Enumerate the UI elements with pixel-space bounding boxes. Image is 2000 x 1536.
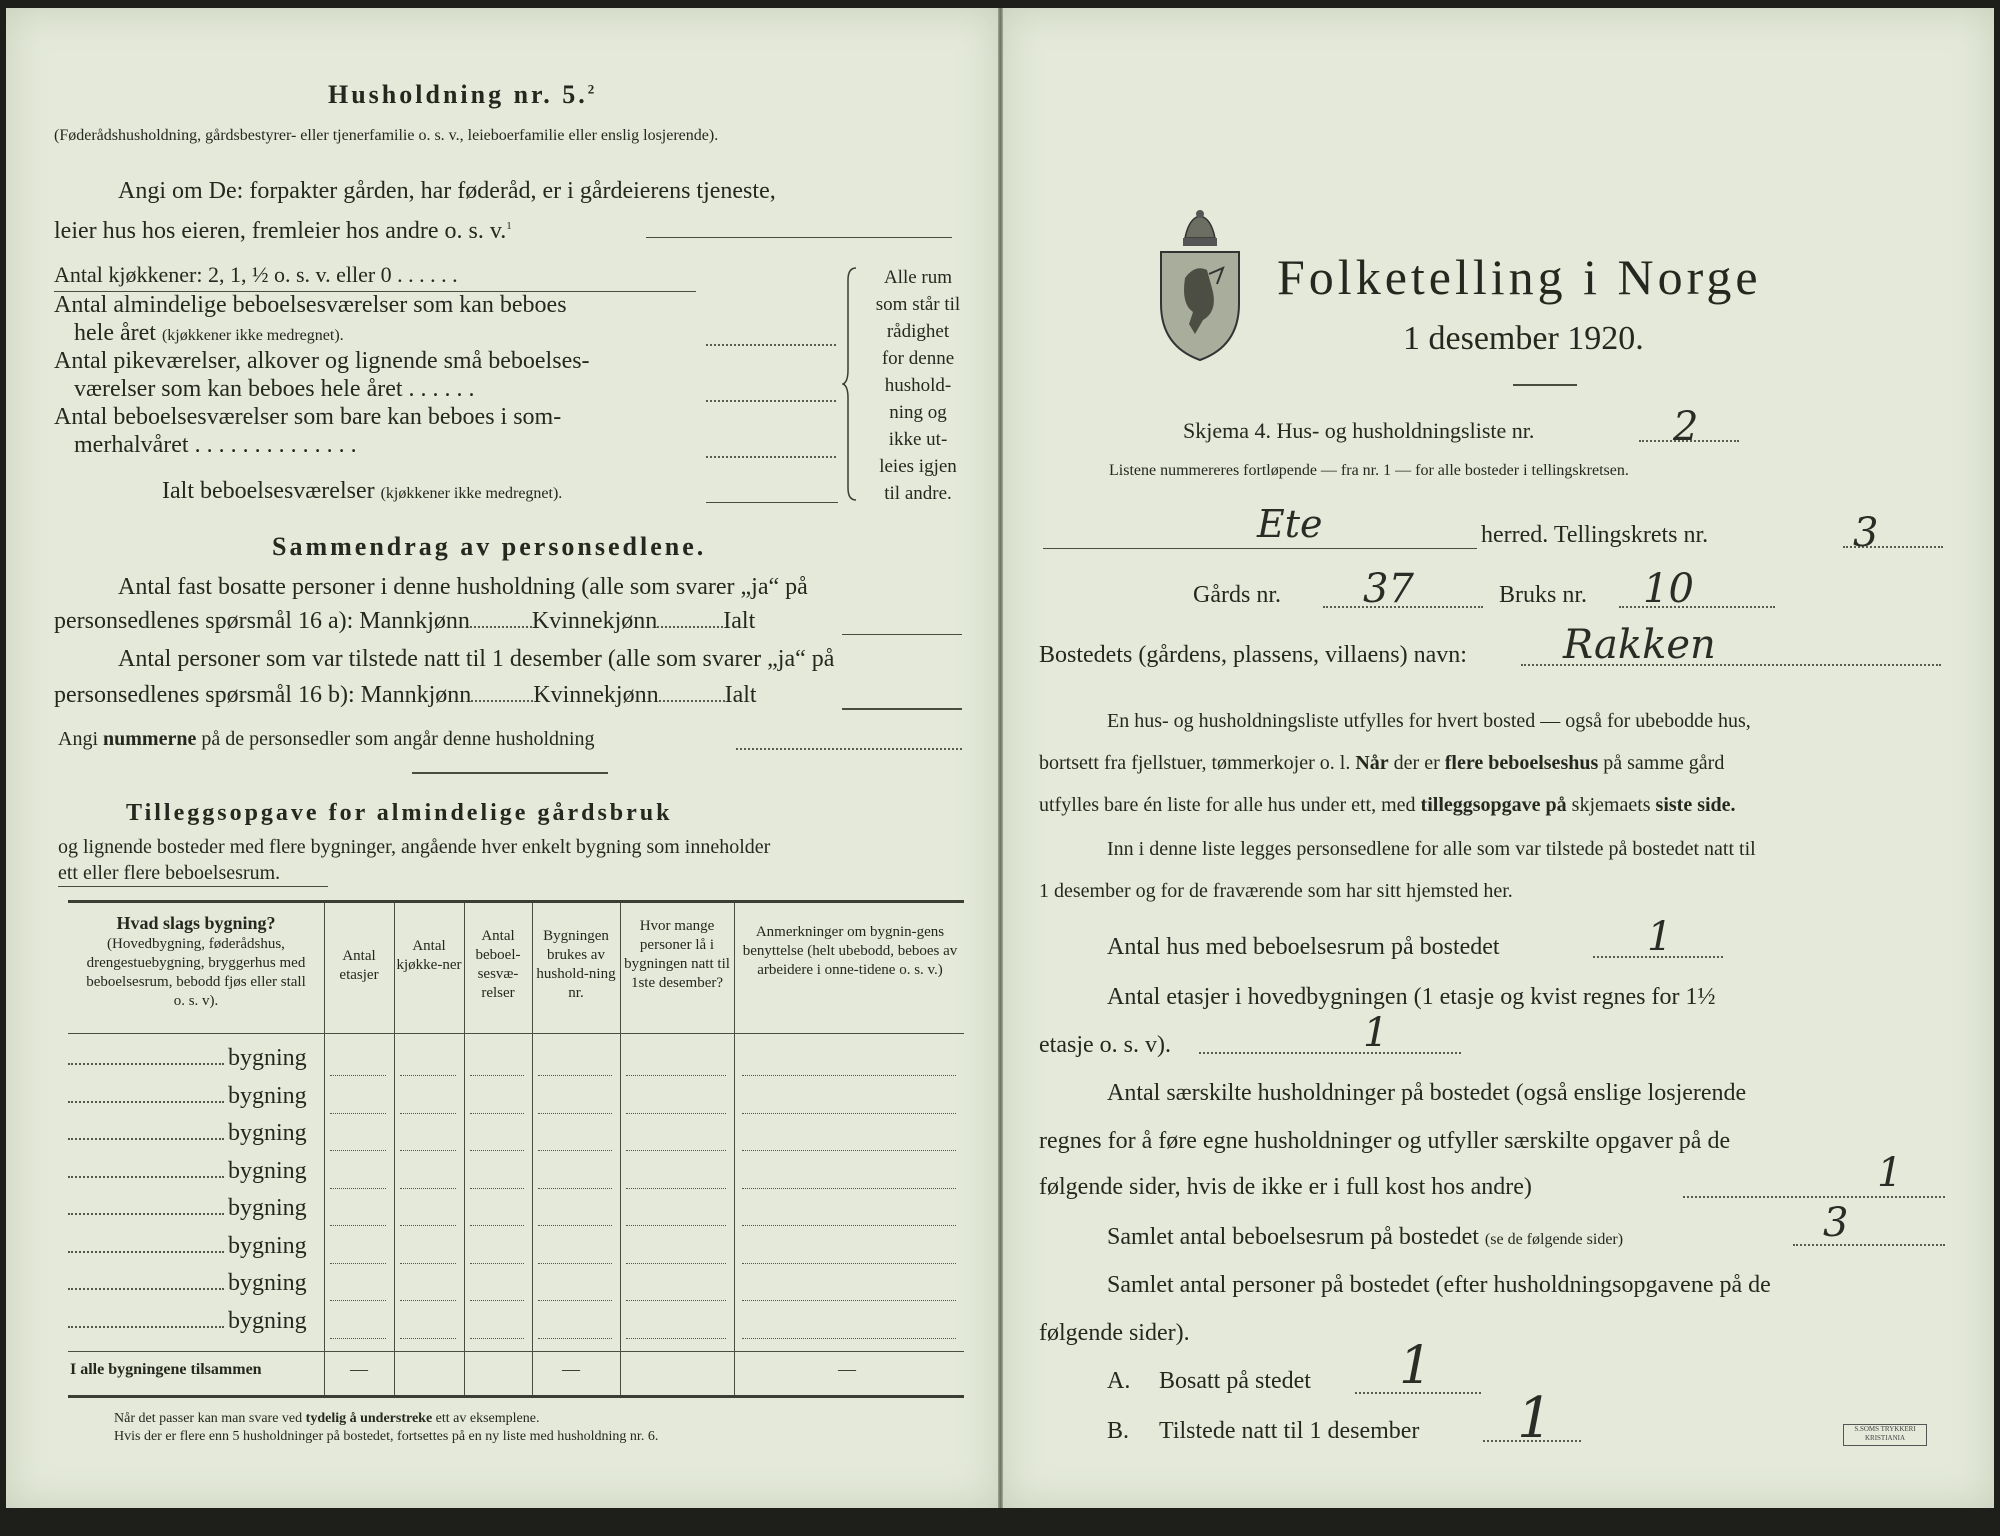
row-label: bygning <box>228 1270 307 1296</box>
gards-label: Gårds nr. <box>1193 582 1281 608</box>
household-title: Husholdning nr. 5.$^2$ <box>328 80 598 109</box>
table-cell-line <box>742 1150 956 1151</box>
table-cell-line <box>330 1338 386 1339</box>
table-cell-line <box>470 1188 524 1189</box>
alm-line2: hele året (kjøkkener ikke medregnet). <box>74 320 344 346</box>
table-cell-line <box>538 1225 612 1226</box>
total-dash-etasjer: — <box>350 1359 368 1379</box>
table-cell-line <box>742 1075 956 1076</box>
table-cell-line <box>538 1188 612 1189</box>
header-anmerkninger: Anmerkninger om bygnin-gens benyttelse (helt ubebodd, beboes av arbeidere i onne-tidene o. s. v.) <box>742 924 958 978</box>
sammendrag-title: Sammendrag av personsedlene. <box>272 532 707 561</box>
table-cell-line <box>626 1300 726 1301</box>
right-page <box>1003 8 1994 1508</box>
table-cell-line <box>626 1338 726 1339</box>
p1-line3: utfylles bare én liste for alle hus under ett, med tilleggsopgave på skjemaets siste side. <box>1039 794 1736 816</box>
bruks-label: Bruks nr. <box>1499 582 1588 608</box>
table-cell-line <box>742 1113 956 1114</box>
table-cell-line <box>626 1188 726 1189</box>
left-page <box>6 8 998 1508</box>
sarskilte-line3: følgende sider, hvis de ikke er i full kost hos andre) <box>1039 1174 1532 1200</box>
bostedets-label: Bostedets (gårdens, plassens, villaens) navn: <box>1039 642 1467 668</box>
etasjer-line1: Antal etasjer i hovedbygningen (1 etasje og kvist regnes for 1½ <box>1107 984 1716 1010</box>
fast-line1: Antal fast bosatte personer i denne husholdning (alle som svarer „ja“ på <box>118 574 808 600</box>
side-note: Alle rum som står til rådighet for denne hushold- ning og ikke ut- leies igjen til andre. <box>875 267 961 504</box>
table-cell-line <box>330 1075 386 1076</box>
pike-line2: værelser som kan beboes hele året . . . . . . <box>74 376 475 402</box>
table-cell-line <box>400 1300 456 1301</box>
handwritten-sarskilte: 1 <box>1877 1150 1903 1196</box>
header-beboelse: Antal beboel-sesvæ-relser <box>475 928 521 1001</box>
section-divider <box>412 772 608 774</box>
census-title: Folketelling i Norge <box>1277 249 1762 305</box>
angi-line1: Angi om De: forpakter gården, har føderåd, er i gårdeierens tjeneste, <box>118 178 776 204</box>
p1-line2: bortsett fra fjellstuer, tømmerkojer o. l. Når der er flere beboelseshus på samme gård <box>1039 752 1725 774</box>
brace-icon <box>842 266 862 502</box>
table-cell-line <box>400 1188 456 1189</box>
handwritten-samlet-rum: 3 <box>1823 1200 1849 1246</box>
row-label: bygning <box>228 1307 307 1334</box>
table-cell-line <box>330 1300 386 1301</box>
kjokkener-label: Antal kjøkkener: 2, 1, ½ o. s. v. eller 0 . . . . . . <box>54 262 458 287</box>
table-cell-line <box>742 1263 956 1264</box>
hus-label: Antal hus med beboelsesrum på bostedet <box>1107 934 1500 960</box>
sarskilte-answer-line <box>1683 1196 1945 1198</box>
sommer-line1: Antal beboelsesværelser som bare kan beboes i som- <box>54 404 562 430</box>
table-cell-line <box>400 1225 456 1226</box>
herred-line <box>1043 548 1477 549</box>
table-row <box>68 1158 320 1185</box>
table-cell-line <box>742 1338 956 1339</box>
table-cell-line <box>538 1300 612 1301</box>
handwritten-bruks: 10 <box>1643 566 1694 612</box>
pike-answer-line <box>706 400 836 402</box>
total-dash-husholdning: — <box>562 1359 580 1379</box>
sommer-answer-line <box>706 456 836 458</box>
table-row <box>68 1233 320 1260</box>
samlet-rum-label: Samlet antal beboelsesrum på bostedet (se de følgende sider) <box>1107 1224 1624 1250</box>
handwritten-hus: 1 <box>1647 914 1673 960</box>
table-cell-line <box>538 1075 612 1076</box>
building-table <box>68 900 964 1398</box>
handwritten-bosatt: 1 <box>1399 1336 1433 1396</box>
table-cell-line <box>470 1300 524 1301</box>
listene-note: Listene nummereres fortløpende — fra nr. 1 — for alle bosteder i tellingskretsen. <box>1109 462 1629 479</box>
table-cell-line <box>470 1225 524 1226</box>
p2-line1: Inn i denne liste legges personsedlene for alle som var tilstede på bostedet natt til <box>1107 838 1756 860</box>
angi-line2: leier hus hos eieren, fremleier hos andre o. s. v.$^1$ <box>54 218 512 244</box>
sommer-line2: merhalvåret . . . . . . . . . . . . . . <box>74 432 357 458</box>
table-cell-line <box>400 1263 456 1264</box>
table-cell-line <box>400 1113 456 1114</box>
p2-line2: 1 desember og for de fraværende som har sitt hjemsted her. <box>1039 880 1513 902</box>
table-cell-line <box>330 1225 386 1226</box>
table-cell-line <box>742 1300 956 1301</box>
fast-ialt-line <box>842 634 962 635</box>
coat-of-arms-icon <box>1155 208 1245 366</box>
alm-answer-line <box>706 344 836 346</box>
handwritten-etasjer: 1 <box>1363 1010 1389 1056</box>
nummer-line: Angi nummerne på de personsedler som angår denne husholdning <box>58 728 595 750</box>
table-cell-line <box>470 1338 524 1339</box>
row-label: bygning <box>228 1082 307 1109</box>
table-cell-line <box>626 1113 726 1114</box>
total-row-label: I alle bygningene tilsammen <box>70 1361 262 1378</box>
herred-label: herred. Tellingskrets nr. <box>1481 522 1709 548</box>
etasjer-line2: etasje o. s. v). <box>1039 1032 1171 1058</box>
table-cell-line <box>626 1225 726 1226</box>
tillegg-underline <box>58 886 328 887</box>
table-cell-line <box>330 1113 386 1114</box>
header-husholdning: Bygningen brukes av hushold-ning nr. <box>536 928 616 1001</box>
samlet-pers-line1: Samlet antal personer på bostedet (efter husholdningsopgavene på de <box>1107 1272 1771 1298</box>
tilstede-line1: Antal personer som var tilstede natt til 1 desember (alle som svarer „ja“ på <box>118 646 835 672</box>
table-row <box>68 1120 320 1147</box>
table-row <box>68 1195 320 1222</box>
b-text: Tilstede natt til 1 desember <box>1159 1418 1420 1444</box>
samlet-pers-line2: følgende sider). <box>1039 1320 1190 1346</box>
sarskilte-line2: regnes for å føre egne husholdninger og utfyller særskilte opgaver på de <box>1039 1128 1731 1154</box>
table-cell-line <box>538 1263 612 1264</box>
table-cell-line <box>538 1150 612 1151</box>
handwritten-list-number: 2 <box>1673 404 1699 450</box>
printer-stamp: S.SOMS TRYKKERI KRISTIANIA <box>1843 1424 1927 1446</box>
table-cell-line <box>626 1263 726 1264</box>
footnote-2: Hvis der er flere enn 5 husholdninger på bostedet, fortsettes på en ny liste med husholdning nr. 6. <box>114 1429 659 1444</box>
sarskilte-line1: Antal særskilte husholdninger på bostedet (også enslige losjerende <box>1107 1080 1747 1106</box>
table-row <box>68 1083 320 1110</box>
table-cell-line <box>626 1150 726 1151</box>
header-etasjer: Antal etasjer <box>339 948 379 983</box>
table-row <box>68 1270 320 1297</box>
table-cell-line <box>330 1150 386 1151</box>
date-divider <box>1513 384 1577 386</box>
table-cell-line <box>330 1188 386 1189</box>
header-kjokkener: Antal kjøkke-ner <box>396 938 462 973</box>
table-cell-line <box>330 1263 386 1264</box>
table-cell-line <box>400 1075 456 1076</box>
table-cell-line <box>470 1150 524 1151</box>
nummer-answer-line <box>736 748 962 750</box>
samlet-rum-answer-line <box>1793 1244 1945 1246</box>
tilstede-line2: personsedlenes spørsmål 16 b): Mannkjønn Kvinnekjønn Ialt <box>54 682 757 708</box>
tillegg-title: Tilleggsopgave for almindelige gårdsbruk <box>126 800 673 826</box>
ialt-beboelse: Ialt beboelsesværelser (kjøkkener ikke medregnet). <box>162 478 563 504</box>
table-cell-line <box>742 1188 956 1189</box>
fast-line2: personsedlenes spørsmål 16 a): Mannkjønn Kvinnekjønn Ialt <box>54 608 756 634</box>
handwritten-gards: 37 <box>1363 566 1414 612</box>
tillegg-line2: ett eller flere beboelsesrum. <box>58 862 281 884</box>
b-label: B. <box>1107 1418 1130 1444</box>
table-cell-line <box>470 1075 524 1076</box>
p1-line1: En hus- og husholdningsliste utfylles for hvert bosted — også for ubebodde hus, <box>1107 710 1751 732</box>
total-dash-anmerk: — <box>838 1359 856 1379</box>
household-intro: (Føderådshusholdning, gårdsbestyrer- eller tjenerfamilie o. s. v., leieboerfamilie eller enslig losjerende). <box>54 127 719 144</box>
handwritten-krets: 3 <box>1853 510 1879 556</box>
row-label: bygning <box>228 1232 307 1259</box>
row-label: bygning <box>228 1157 307 1184</box>
tilstede-ialt-line <box>842 708 962 710</box>
footnote-1: Når det passer kan man svare ved tydelig å understreke ett av eksemplene. <box>114 1411 540 1426</box>
row-label: bygning <box>228 1045 307 1071</box>
handwritten-herred: Ete <box>1257 502 1323 546</box>
table-cell-line <box>538 1113 612 1114</box>
row-label: bygning <box>228 1195 307 1221</box>
table-cell-line <box>400 1338 456 1339</box>
table-cell-line <box>470 1263 524 1264</box>
table-row <box>68 1308 320 1335</box>
header-building-type: Hvad slags bygning? (Hovedbygning, føderådshus, drengestuebygning, bryggerhus med beboelsesrum, bebodd fjøs eller stall o. s. v). <box>86 913 306 1009</box>
table-cell-line <box>470 1113 524 1114</box>
a-label: A. <box>1107 1368 1131 1394</box>
table-cell-line <box>400 1150 456 1151</box>
alm-line1: Antal almindelige beboelsesværelser som kan beboes <box>54 292 567 318</box>
handwritten-bosted: Rakken <box>1563 622 1716 668</box>
a-text: Bosatt på stedet <box>1159 1368 1311 1394</box>
row-label: bygning <box>228 1120 307 1146</box>
handwritten-tilstede: 1 <box>1517 1386 1553 1451</box>
angi-answer-line <box>646 237 952 238</box>
pike-line1: Antal pikeværelser, alkover og lignende små beboelses- <box>54 348 590 374</box>
census-date: 1 desember 1920. <box>1403 320 1644 357</box>
table-cell-line <box>742 1225 956 1226</box>
etasjer-answer-line <box>1199 1052 1461 1054</box>
table-row <box>68 1045 320 1072</box>
ialt-answer-line <box>706 502 838 503</box>
tillegg-line1: og lignende bosteder med flere bygninger, angående hver enkelt bygning som inneholder <box>58 836 771 858</box>
header-personer: Hvor mange personer lå i bygningen natt til 1ste desember? <box>624 918 730 991</box>
table-cell-line <box>626 1075 726 1076</box>
skjema-line: Skjema 4. Hus- og husholdningsliste nr. <box>1183 418 1535 443</box>
table-cell-line <box>538 1338 612 1339</box>
